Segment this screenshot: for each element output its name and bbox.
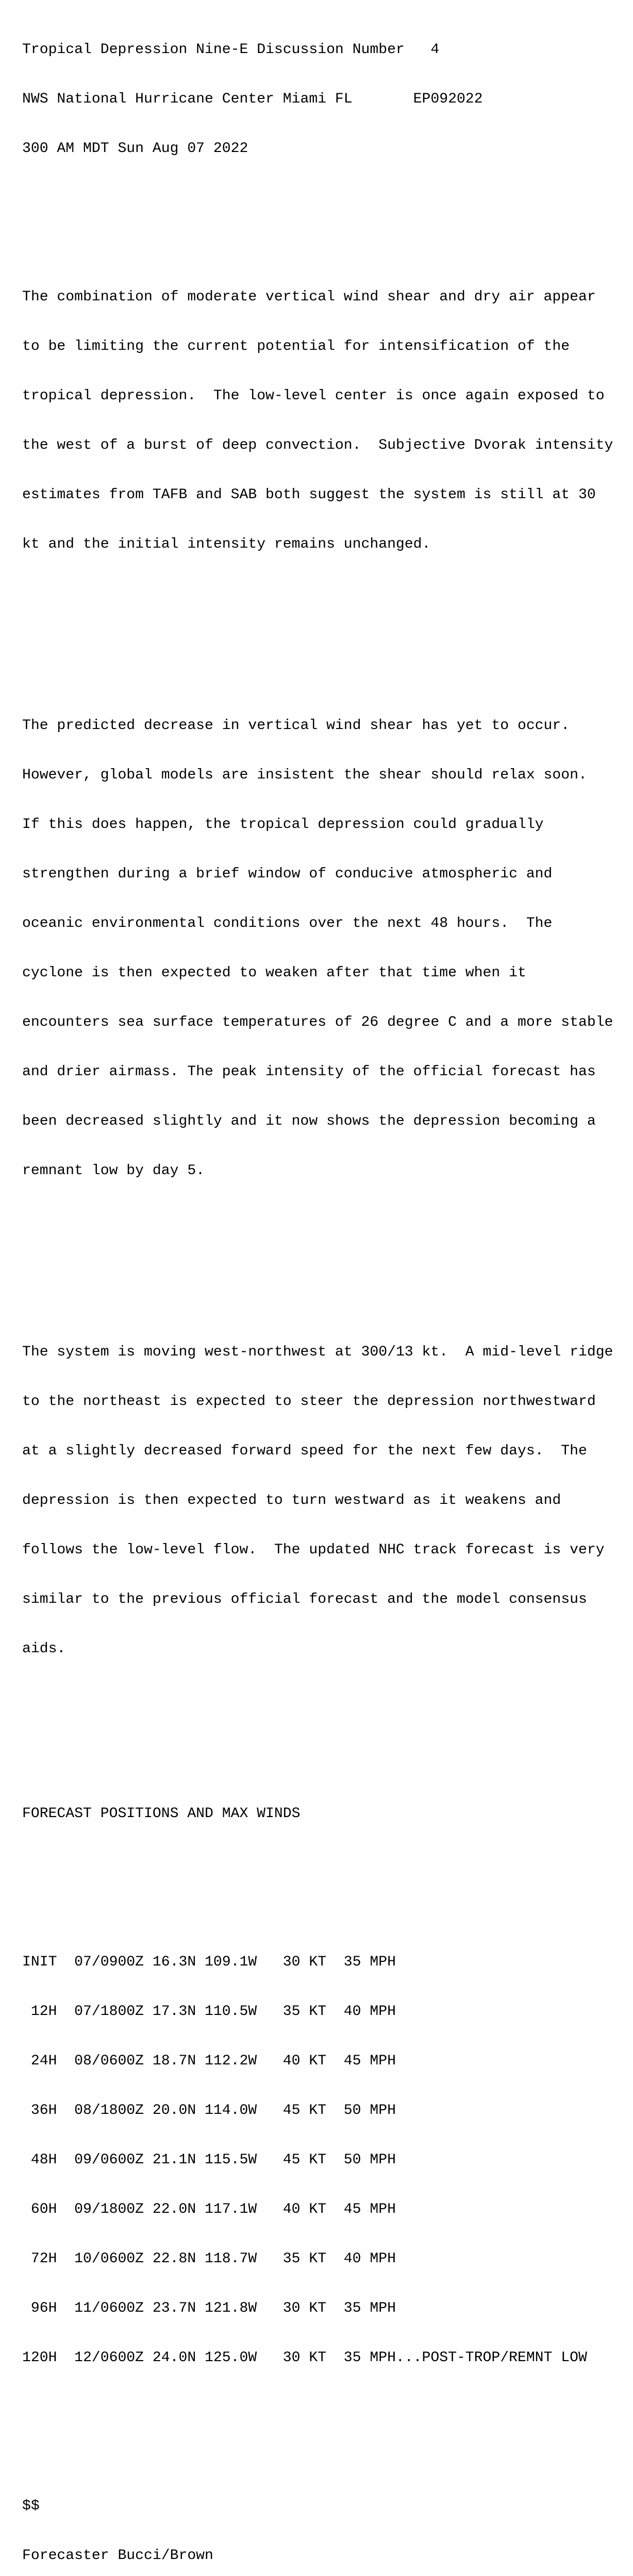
text-line: and drier airmass. The peak intensity of the official forecast has [22,1064,596,1080]
text-line: similar to the previous official forecast and the model consensus [22,1591,587,1607]
text-line: encounters sea surface temperatures of 26 degree C and a more stable [22,1014,613,1030]
forecast-row: 24H 08/0600Z 18.7N 112.2W 40 KT 45 MPH [22,2053,396,2069]
forecast-row: 36H 08/1800Z 20.0N 114.0W 45 KT 50 MPH [22,2103,396,2119]
spacer [22,1855,613,1872]
forecast-row: INIT 07/0900Z 16.3N 109.1W 30 KT 35 MPH [22,1954,396,1970]
text-line: aids. [22,1641,66,1657]
text-line: The system is moving west-northwest at 300/13 kt. A mid-level ridge [22,1344,613,1360]
text-line: remnant low by day 5. [22,1163,205,1179]
text-line: follows the low-level flow. The updated NHC track forecast is very [22,1542,605,1558]
header-issue-time: 300 AM MDT Sun Aug 07 2022 [22,141,248,157]
text-line: at a slightly decreased forward speed for the next few days. The [22,1443,587,1459]
forecast-row: 120H 12/0600Z 24.0N 125.0W 30 KT 35 MPH...POST-TROP/REMNT LOW [22,2350,587,2366]
spacer [22,190,613,207]
forecaster-signature: Forecaster Bucci/Brown [22,2548,213,2564]
terminator: $$ [22,2498,40,2514]
text-line: depression is then expected to turn westward as it weakens and [22,1493,561,1509]
text-line: the west of a burst of deep convection. Subjective Dvorak intensity [22,437,613,453]
text-line: been decreased slightly and it now shows the depression becoming a [22,1113,596,1129]
text-line: oceanic environmental conditions over the next 48 hours. The [22,916,553,931]
text-line: to the northeast is expected to steer the depression northwestward [22,1394,596,1410]
text-line: to be limiting the current potential for intensification of the [22,338,570,354]
text-line: tropical depression. The low-level center is once again exposed to [22,388,605,404]
spacer [22,2432,613,2449]
spacer [22,1245,613,1262]
header-issuer: NWS National Hurricane Center Miami FL EP092022 [22,91,483,107]
forecast-row: 48H 09/0600Z 21.1N 115.5W 45 KT 50 MPH [22,2152,396,2168]
forecast-row: 60H 09/1800Z 22.0N 117.1W 40 KT 45 MPH [22,2201,396,2217]
paragraph-intensity [22,256,613,586]
forecast-heading: FORECAST POSITIONS AND MAX WINDS [22,1806,301,1822]
text-line: estimates from TAFB and SAB both suggest the system is still at 30 [22,487,596,503]
forecast-table [22,1921,613,2399]
spacer [22,1723,613,1756]
text-line: cyclone is then expected to weaken after that time when it [22,965,526,981]
forecast-row: 12H 07/1800Z 17.3N 110.5W 35 KT 40 MPH [22,2004,396,2020]
forecast-row: 96H 11/0600Z 23.7N 121.8W 30 KT 35 MPH [22,2300,396,2316]
text-line: The combination of moderate vertical wind shear and dry air appear [22,289,596,305]
text-line: kt and the initial intensity remains unchanged. [22,536,431,552]
paragraph-track [22,1311,613,1690]
text-line: However, global models are insistent the shear should relax soon. [22,767,587,783]
text-line: If this does happen, the tropical depression could gradually [22,817,544,833]
forecast-row: 72H 10/0600Z 22.8N 118.7W 35 KT 40 MPH [22,2251,396,2267]
header-title: Tropical Depression Nine-E Discussion Number 4 [22,42,440,58]
text-line: The predicted decrease in vertical wind shear has yet to occur. [22,718,570,734]
text-line: strengthen during a brief window of conducive atmospheric and [22,866,553,882]
discussion-document [22,9,613,2576]
spacer [22,619,613,635]
paragraph-forecast-reasoning [22,685,613,1212]
